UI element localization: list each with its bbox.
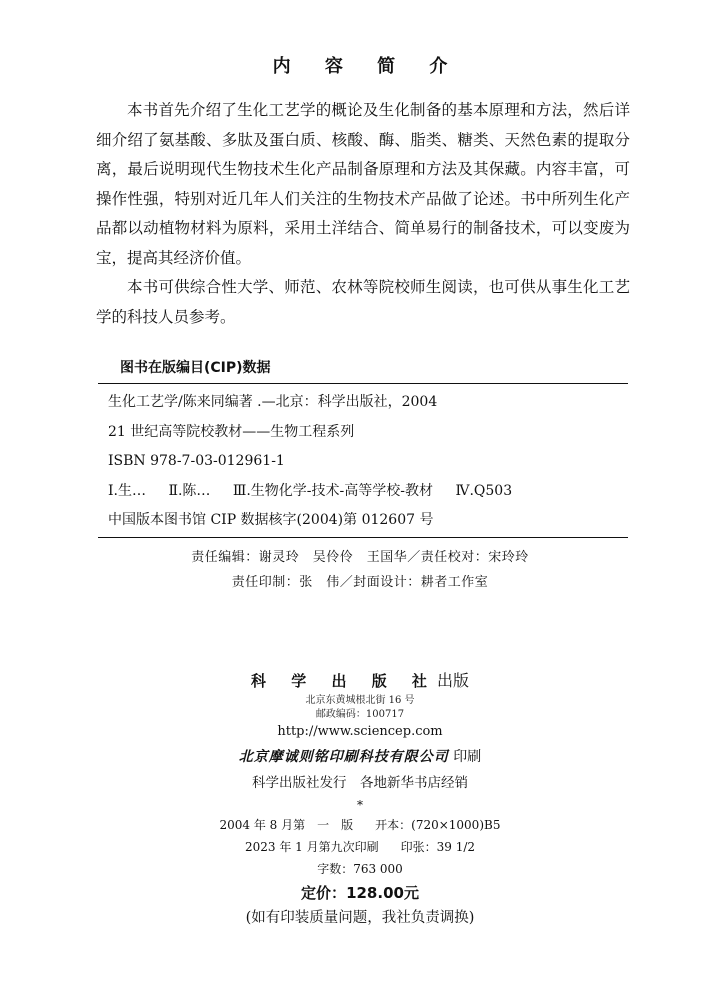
edition: 2004 年 8 月第 一 版 xyxy=(219,818,354,832)
publisher-postcode: 邮政编码：100717 xyxy=(315,709,405,720)
summary-heading: 内 容 简 介 xyxy=(272,56,462,77)
word-count: 字数：763 000 xyxy=(317,862,403,876)
cip-block xyxy=(108,388,628,536)
price-line xyxy=(0,880,720,906)
summary-paragraph: 本书可供综合性大学、师范、农林等院校师生阅读，也可供从事生化工艺学的科技人员参考。 xyxy=(96,278,630,326)
publisher-line xyxy=(0,668,720,694)
production-line: 责任印制：张 伟／封面设计：耕者工作室 xyxy=(231,575,489,590)
cip-record-number-line: 中国版本图书馆 CIP 数据核字(2004)第 012607 号 xyxy=(108,512,434,528)
cip-series-line: 21 世纪高等院校教材——生物工程系列 xyxy=(108,423,355,440)
separator-star: * xyxy=(357,798,363,812)
cip-heading: 图书在版编目(CIP)数据 xyxy=(120,360,271,376)
printing-sheets-line xyxy=(0,836,720,858)
cip-top-rule xyxy=(98,383,628,384)
cip-classification-line xyxy=(108,477,628,507)
printer-name: 北京摩诚则铭印刷科技有限公司 xyxy=(238,749,449,765)
publisher-name: 科 学 出 版 社 xyxy=(251,672,437,690)
printer-line xyxy=(0,744,720,770)
price-label: 定价： xyxy=(301,884,347,902)
publisher-url: http://www.sciencep.com xyxy=(277,724,443,739)
cip-bottom-rule xyxy=(98,537,628,538)
price-value: 128.00元 xyxy=(346,884,419,902)
quality-notice: (如有印装质量问题，我社负责调换) xyxy=(245,910,475,926)
printing: 2023 年 1 月第九次印刷 xyxy=(244,840,379,854)
format: 开本：(720×1000)B5 xyxy=(375,818,501,832)
cip-class-2: Ⅱ.陈… xyxy=(168,482,211,499)
cip-title-line: 生化工艺学/陈来同编著 .—北京：科学出版社，2004 xyxy=(108,394,438,410)
summary-paragraph: 本书首先介绍了生化工艺学的概论及生化制备的基本原理和方法，然后详细介绍了氨基酸、多肽及蛋白质、核酸、酶、脂类、糖类、天然色素的提取分离，最后说明现代生物技术生化产品制备原理和方法及其保藏。内容丰富，可操作性强，特别对近几年人们关注的生物技术产品做了论述。书中所列生化产品都以动植物材料为原料，采用土洋结合、简单易行的制备技术，可以变废为宝，提高其经济价值。 xyxy=(96,101,630,267)
cip-class-1: Ⅰ.生… xyxy=(108,482,146,499)
distribution-line: 科学出版社发行 各地新华书店经销 xyxy=(252,775,468,791)
imprint-block xyxy=(0,668,720,930)
cip-isbn-line: ISBN 978-7-03-012961-1 xyxy=(108,453,285,469)
editors-line: 责任编辑：谢灵玲 吴伶伶 王国华／责任校对：宋玲玲 xyxy=(191,550,529,565)
print-word: 印刷 xyxy=(453,749,482,765)
sheets: 印张：39 1/2 xyxy=(400,840,476,854)
publish-word: 出版 xyxy=(436,671,469,690)
edition-format-line xyxy=(0,814,720,836)
credits-block xyxy=(0,545,720,595)
cip-class-4: Ⅳ.Q503 xyxy=(455,482,513,499)
cip-class-3: Ⅲ.生物化学-技术-高等学校-教材 xyxy=(232,482,434,499)
publisher-address: 北京东黄城根北街 16 号 xyxy=(305,695,415,706)
summary-body xyxy=(96,96,630,332)
